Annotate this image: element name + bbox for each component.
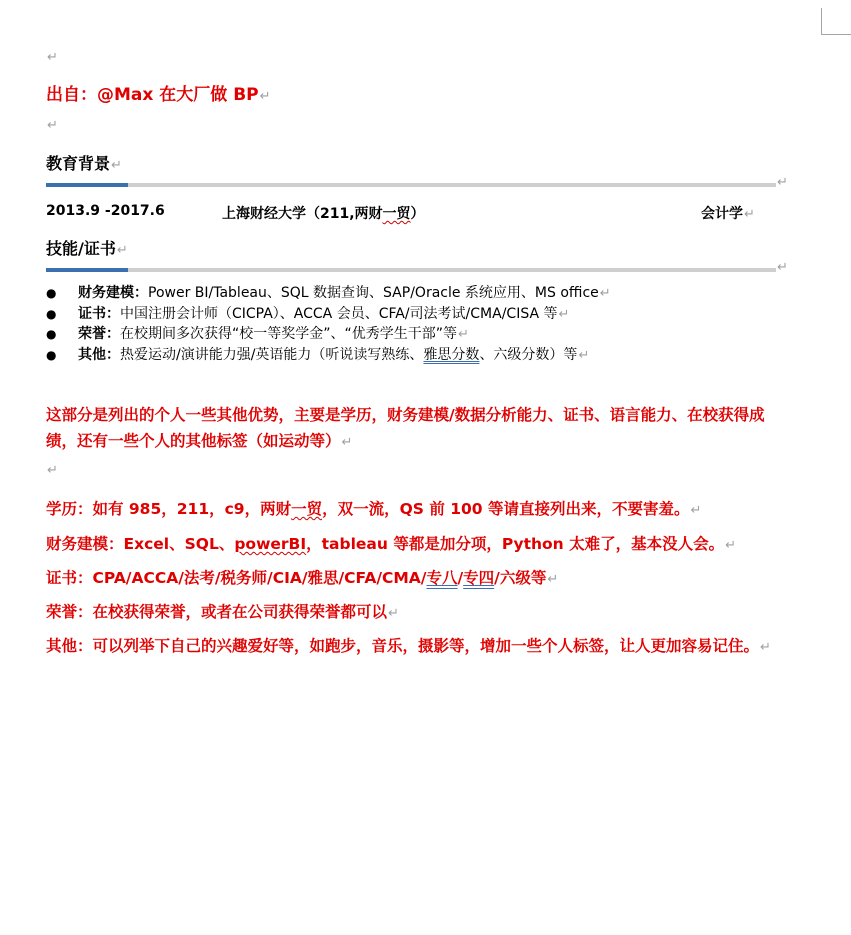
list-item: ● 荣誉：在校期间多次获得“校一等奖学金”、“优秀学生干部”等↵ [46,324,611,345]
paragraph-mark: ↵ [777,260,788,275]
divider-accent [46,183,128,187]
notes-intro: 这部分是列出的个人一些其他优势，主要是学历，财务建模/数据分析能力、证书、语言能力、在校获得成绩，还有一些个人的其他标签（如运动等）↵ [46,406,765,450]
divider-accent [46,268,128,272]
education-divider [46,183,776,187]
bullet-icon: ● [46,306,57,321]
skills-heading: 技能/证书↵ [46,239,128,258]
education-date: 2013.9 -2017.6 [46,203,165,219]
bullet-icon: ● [46,327,57,341]
education-heading: 教育背景↵ [46,154,122,173]
empty-paragraph: ↵ [47,463,58,478]
notes-honors: 荣誉：在校获得荣誉，或者在公司获得荣誉都可以↵ [46,603,399,621]
paragraph-mark: ↵ [777,175,788,190]
notes-other: 其他：可以列举下自己的兴趣爱好等，如跑步，音乐，摄影等，增加一些个人标签，让人更加容易记住。↵ [46,637,771,655]
skills-list [46,283,611,365]
empty-paragraph: ↵ [47,50,58,65]
education-school: 上海财经大学（211,两财一贸） [222,206,425,222]
bullet-icon: ● [46,286,57,300]
skills-divider [46,268,776,272]
notes-modeling: 财务建模：Excel、SQL、powerBI，tableau 等都是加分项，Python 太难了，基本没人会。↵ [46,535,737,553]
notes-education: 学历：如有 985，211，c9，两财一贸，双一流，QS 前 100 等请直接列出来，不要害羞。↵ [46,500,702,518]
education-major: 会计学↵ [701,206,755,222]
page-corner-mark [821,8,851,35]
bullet-icon: ● [46,347,57,362]
list-item: ● 证书：中国注册会计师（CICPA）、ACCA 会员、CFA/司法考试/CMA/CISA 等↵ [46,304,611,325]
source-credit: 出自：@Max 在大厂做 BP↵ [46,85,271,105]
notes-certificates: 证书：CPA/ACCA/法考/税务师/CIA/雅思/CFA/CMA/专八/专四/六级等↵ [46,569,559,587]
list-item: ● 财务建模：Power BI/Tableau、SQL 数据查询、SAP/Oracle 系统应用、MS office↵ [46,283,611,304]
list-item: ● 其他：热爱运动/演讲能力强/英语能力（听说读写熟练、雅思分数、六级分数）等↵ [46,345,611,366]
empty-paragraph: ↵ [47,118,58,133]
